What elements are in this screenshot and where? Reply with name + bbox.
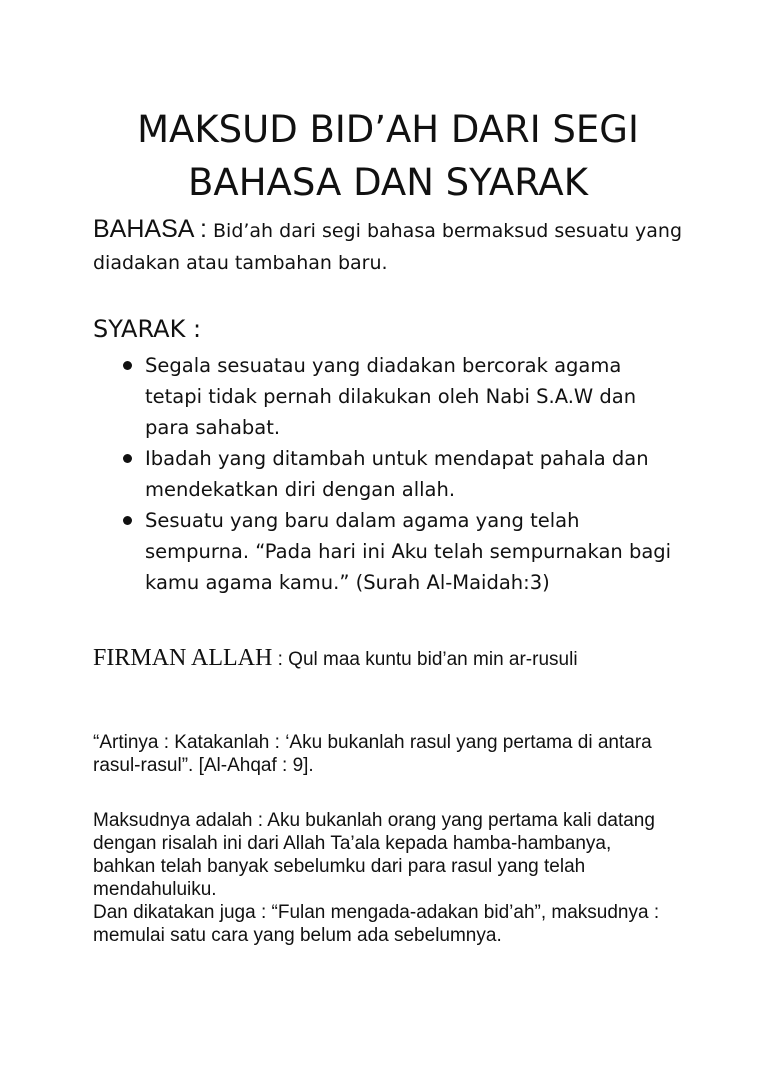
syarak-list	[123, 350, 683, 598]
list-item-text: Ibadah yang ditambah untuk mendapat pahala dan mendekatkan diri dengan allah.	[145, 447, 649, 501]
page-title	[80, 103, 696, 209]
firman-text: : Qul maa kuntu bid’an min ar-rusuli	[277, 649, 578, 670]
bullet-icon	[123, 454, 132, 463]
firman-section	[93, 645, 653, 673]
bullet-icon	[123, 361, 132, 370]
artinya-paragraph: “Artinya : Katakanlah : ‘Aku bukanlah rasul yang pertama di antara rasul-rasul”. [Al-Ahqaf : 9].	[93, 732, 652, 776]
firman-label: FIRMAN ALLAH	[93, 645, 273, 671]
list-item	[123, 350, 683, 443]
title-line-2: BAHASA DAN SYARAK	[188, 161, 588, 204]
dikatakan-paragraph: Dan dikatakan juga : “Fulan mengada-adakan bid’ah”, maksudnya : memulai satu cara yang belum ada sebelumnya.	[93, 902, 660, 946]
bullet-icon	[123, 516, 132, 525]
maksudnya-section	[93, 809, 673, 947]
syarak-heading: SYARAK :	[93, 315, 202, 343]
bahasa-text: Bid’ah dari segi bahasa bermaksud sesuatu yang diadakan atau tambahan baru.	[93, 220, 683, 274]
bahasa-label: BAHASA :	[93, 215, 207, 243]
list-item-text: Sesuatu yang baru dalam agama yang telah sempurna. “Pada hari ini Aku telah sempurnakan bagi kamu agama kamu.” (Surah Al-Maidah:3)	[145, 509, 672, 594]
maksudnya-paragraph: Maksudnya adalah : Aku bukanlah orang yang pertama kali datang dengan risalah ini dari Allah Ta’ala kepada hamba-hambanya, bahkan telah banyak sebelumku dari para rasul yang telah mendahuluiku.	[93, 810, 655, 900]
list-item	[123, 443, 683, 505]
title-line-1: MAKSUD BID’AH DARI SEGI	[137, 108, 639, 151]
list-item-text: Segala sesuatau yang diadakan bercorak agama tetapi tidak pernah dilakukan oleh Nabi S.A.W dan para sahabat.	[145, 354, 637, 439]
list-item	[123, 505, 683, 598]
bahasa-section	[93, 213, 693, 279]
